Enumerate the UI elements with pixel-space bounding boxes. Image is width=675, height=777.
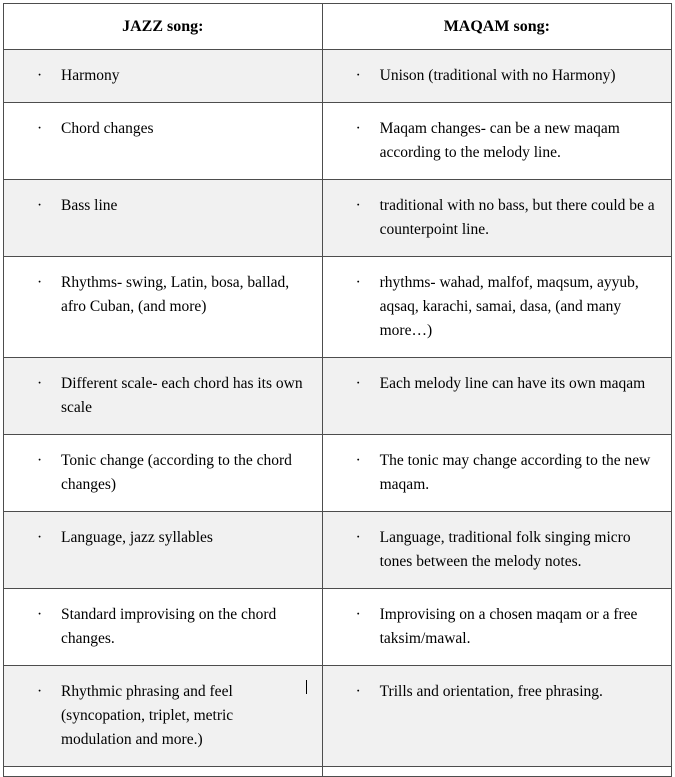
jazz-maqam-comparison-table — [3, 3, 672, 777]
cell-text: Rhythmic phrasing and feel (syncopation, triplet, metric modulation and more.) — [61, 683, 234, 749]
jazz-cell — [5, 181, 321, 231]
text-cursor — [306, 680, 307, 694]
maqam-cell — [324, 104, 670, 178]
bullet-icon: · — [37, 529, 43, 547]
bullet-icon: · — [37, 606, 43, 624]
maqam-cell — [324, 667, 670, 717]
maqam-cell — [324, 51, 670, 101]
bullet-icon: · — [355, 67, 361, 84]
cell-text: Language, jazz syllables — [61, 529, 213, 547]
jazz-cell — [5, 513, 321, 563]
bullet-icon: · — [37, 67, 43, 84]
table-row — [4, 358, 672, 435]
cell-text: rhythms- wahad, malfof, maqsum, ayyub, aqsaq, karachi, samai, dasa, (and many more…) — [379, 274, 639, 340]
bullet-icon: · — [37, 452, 43, 470]
cell-text: Bass line — [61, 197, 118, 215]
table-row — [4, 50, 672, 103]
bullet-icon: · — [355, 529, 361, 547]
cell-text: Trills and orientation, free phrasing. — [379, 683, 603, 701]
bullet-icon: · — [37, 120, 43, 138]
cell-text: The tonic may change according to the new maqam. — [379, 452, 651, 494]
bullet-icon: · — [355, 452, 361, 470]
cell-text: Harmony — [61, 67, 120, 84]
cell-text: Improvising on a chosen maqam or a free taksim/mawal. — [379, 606, 638, 648]
jazz-cell — [5, 590, 321, 664]
jazz-cell — [5, 258, 321, 332]
cell-text: Language, traditional folk singing micro tones between the melody notes. — [379, 529, 631, 571]
bullet-icon: · — [355, 375, 361, 393]
table-row — [4, 512, 672, 589]
cell-text: Maqam changes- can be a new maqam according to the melody line. — [379, 120, 620, 162]
bullet-icon: · — [37, 375, 43, 393]
table-row — [4, 180, 672, 257]
table-row — [4, 257, 672, 358]
maqam-cell — [324, 590, 670, 664]
bullet-icon: · — [37, 683, 43, 701]
empty-stub-row — [4, 767, 672, 777]
bullet-icon: · — [37, 274, 43, 292]
table-row — [4, 666, 672, 767]
bullet-icon: · — [355, 606, 361, 624]
maqam-cell — [324, 181, 670, 255]
header-row — [4, 4, 672, 50]
jazz-cell — [5, 359, 321, 433]
jazz-cell — [5, 104, 321, 154]
cell-text: Standard improvising on the chord changes. — [61, 606, 277, 648]
cell-text: Chord changes — [61, 120, 154, 138]
cell-text: Each melody line can have its own maqam — [379, 375, 646, 393]
table-row — [4, 589, 672, 666]
jazz-cell — [5, 667, 321, 765]
bullet-icon: · — [355, 197, 361, 215]
maqam-cell — [324, 436, 670, 510]
cell-text: traditional with no bass, but there could be a counterpoint line. — [379, 197, 655, 239]
column-header-jazz: JAZZ song: — [4, 4, 323, 50]
cell-text: Tonic change (according to the chord changes) — [61, 452, 292, 494]
maqam-cell — [324, 513, 670, 587]
bullet-icon: · — [37, 197, 43, 215]
maqam-cell — [324, 359, 670, 409]
cell-text: Rhythms- swing, Latin, bosa, ballad, afro Cuban, (and more) — [61, 274, 290, 316]
table-row — [4, 435, 672, 512]
jazz-cell — [5, 436, 321, 510]
table-row — [4, 103, 672, 180]
cell-text: Different scale- each chord has its own scale — [61, 375, 303, 417]
bullet-icon: · — [355, 683, 361, 701]
cell-text: Unison (traditional with no Harmony) — [379, 67, 616, 84]
maqam-cell — [324, 258, 670, 356]
bullet-icon: · — [355, 274, 361, 292]
jazz-cell — [5, 51, 321, 101]
bullet-icon: · — [355, 120, 361, 138]
column-header-maqam: MAQAM song: — [322, 4, 671, 50]
